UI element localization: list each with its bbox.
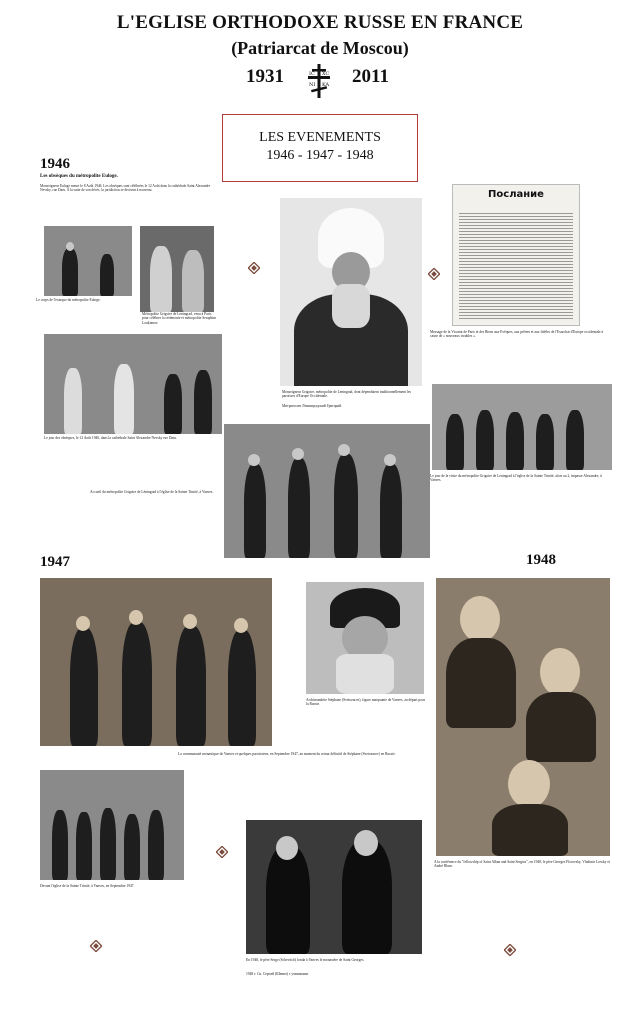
- orthodox-cross-icon: [305, 64, 333, 98]
- ornament-diamond-icon: [504, 944, 516, 956]
- caption-poslanie: Message de la Vicariat de Paris et des Biens aux Evêques, aux prêtres et aux fidèles de l'Exarchat d'Europe occidentale à cause de « nouveaux troubles ».: [430, 330, 604, 339]
- caption-florovsky: A la conférence du "fellowship of Saint Alban and Saint Sergius", en 1948, le père Georges Florovsky, Vladimir Lossky et André Blum.: [434, 860, 610, 869]
- caption-obseques: Le jour des obsèques, le 12 Août 1946, dans la cathédrale Saint Alexandre Nevsky rue Daru.: [44, 436, 177, 440]
- year-start: 1931: [246, 66, 284, 87]
- svg-text:NI: NI: [309, 82, 316, 88]
- caption-serge-ru: 1948 г. Св. Сергий (Шевич) с учениками.: [246, 972, 309, 976]
- caption-metropolites: Métropolite Grigoire de Leningrad, venu à Paris pour célébrer la cérémonie et métropolite Seraphim Loukianov.: [142, 312, 217, 325]
- caption-stephane: Archimandrite Stéphane (Svetozarov), figure marquante de Vanves, au départ pour la Russie.: [306, 698, 425, 707]
- photo-obseques: [44, 334, 222, 434]
- caption-grigoire: Monseigneur Grigoire, métropolite de Leningrad, dont dépendaient traditionnellement les paroisses d'Europe Occidentale.: [282, 390, 411, 399]
- year-heading-1948: 1948: [526, 552, 556, 568]
- photo-euloge-bier: [44, 226, 132, 296]
- caption-euloge-bier: Le corps de l'exarque du métropolite Euloge.: [36, 298, 101, 302]
- page-subtitle: (Patriarcat de Moscou): [231, 38, 409, 58]
- photo-grigoire-portrait: [280, 198, 422, 386]
- photo-stephane: [306, 582, 424, 694]
- document-title: Послание: [488, 189, 544, 200]
- events-box: [222, 114, 418, 182]
- ornament-diamond-icon: [90, 940, 102, 952]
- document-poslanie: [452, 184, 580, 326]
- caption-eglise-vanves: Devant l'église de la Sainte Trinité, à Vanves, en Septembre 1947.: [40, 884, 135, 888]
- year-end: 2011: [352, 66, 389, 87]
- photo-serge-schevitch: [246, 820, 422, 954]
- photo-metropolites: [140, 226, 214, 312]
- events-years: 1946 - 1947 - 1948: [266, 148, 374, 163]
- photo-florovsky-lossky: [436, 578, 610, 856]
- photo-group-vanves: [432, 384, 612, 470]
- caption-serge-schevitch: En 1948, le père Serge (Schevitch) fonda à Vanves le monastère de Saint Georges.: [246, 958, 365, 962]
- ornament-diamond-icon: [248, 262, 260, 274]
- svg-text:IC: IC: [309, 71, 315, 77]
- caption-grigoire-ru: Митрополит Ленинградский Григорий.: [282, 404, 343, 408]
- intro-text: Monseigneur Euloge meurt le 8 Août 1946. Les obsèques sont célébrées le 12 Août dans la cathédrale Saint Alexandre Nevsky, rue Daru. A la suite de son décès, la juridiction se divisent à nouveau.: [40, 184, 211, 193]
- photo-eglise-vanves: [40, 770, 184, 880]
- year-heading-1947: 1947: [40, 554, 70, 570]
- caption-accueil: Accueil du métropolite Grigoire de Léningrad à l'église de la Sainte Trinité, à Vanves.: [90, 490, 214, 494]
- events-title: LES EVENEMENTS: [259, 130, 381, 145]
- page-title: L'EGLISE ORTHODOXE RUSSE EN FRANCE: [116, 12, 524, 33]
- svg-text:KA: KA: [322, 82, 330, 88]
- photo-communaute-vanves: [40, 578, 272, 746]
- photo-accueil-vanves: [224, 424, 430, 558]
- ornament-diamond-icon: [428, 268, 440, 280]
- year-heading-1946: 1946: [40, 156, 70, 172]
- caption-group-vanves: Le jour de la visite du métropolite Grigoire de Leningrad à l'église de la Sainte Trinité, alors au 2, impasse Alexandre, à Vanves.: [430, 474, 602, 483]
- ornament-diamond-icon: [216, 846, 228, 858]
- svg-text:XC: XC: [322, 71, 330, 77]
- caption-communaute: La communauté monastique de Vanves et quelques paroissiens, en Septembre 1947, au moment du retour définitif de Stéphane (Svetozarov) en Russie.: [178, 752, 396, 756]
- subheading-euloge: Les obsèques du métropolite Euloge.: [40, 174, 118, 179]
